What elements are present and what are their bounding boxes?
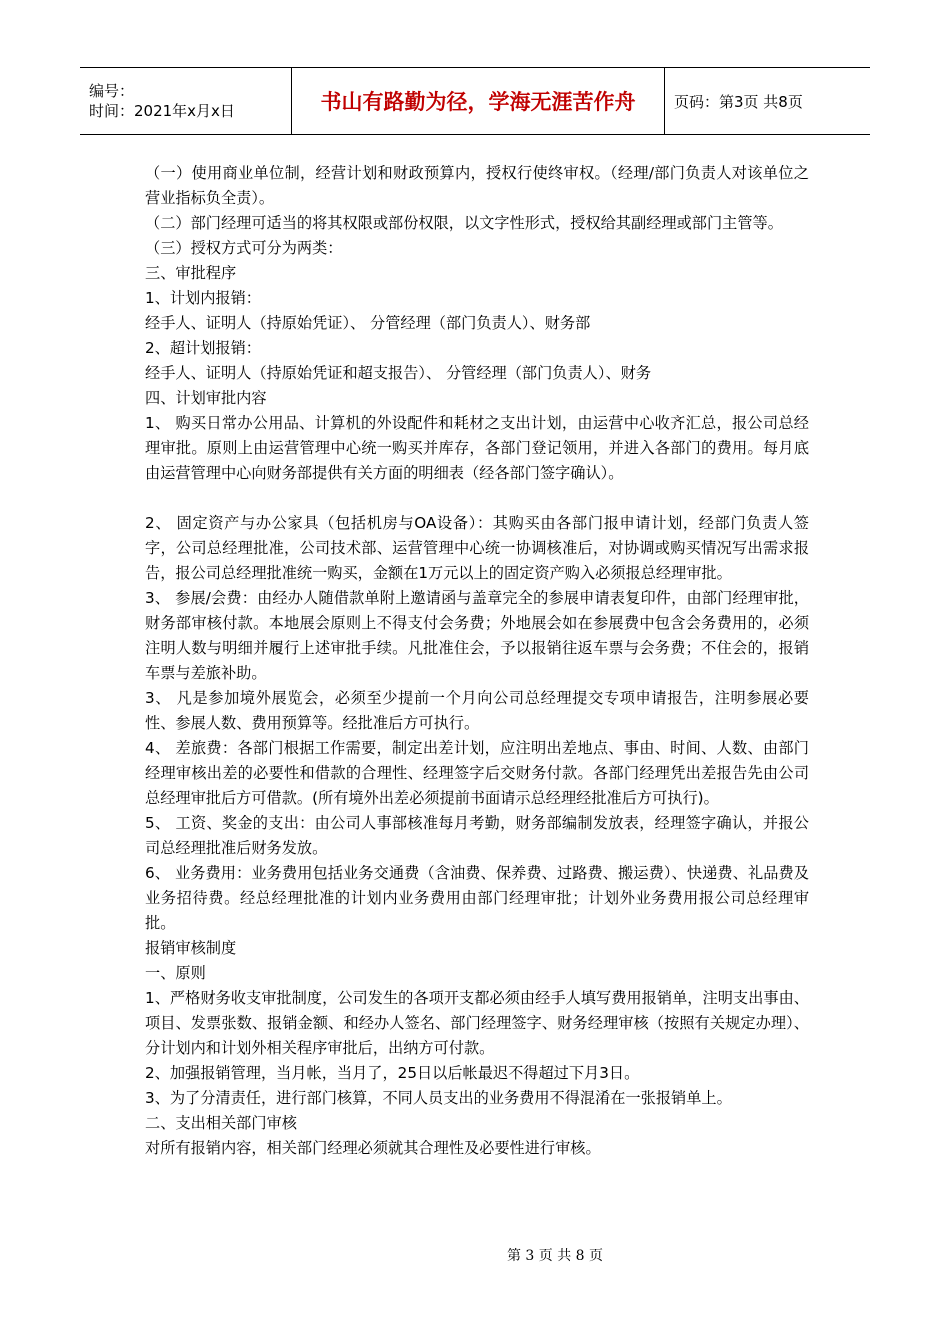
header-meta-cell xyxy=(80,68,292,135)
body-paragraph: 1、计划内报销： xyxy=(145,289,261,307)
header-motto: 书山有路勤为径，学海无涯苦作舟 xyxy=(292,68,665,135)
body-paragraph: （二）部门经理可适当的将其权限或部份权限，以文字性形式，授权给其副经理或部门主管等。 xyxy=(145,214,783,232)
body-paragraph: （三）授权方式可分为两类： xyxy=(145,239,343,257)
body-paragraph: 2、加强报销管理，当月帐，当月了，25日以后帐最迟不得超过下月3日。 xyxy=(145,1064,640,1082)
body-paragraph: 2、 固定资产与办公家具（包括机房与OA设备）：其购买由各部门报申请计划，经部门负责人签字，公司总经理批准，公司技术部、运营管理中心统一协调核准后，对协调或购买情况写出需求报告，报公司总经理批准统一购买，金额在1万元以上的固定资产购入必须报总经理审批。 xyxy=(145,514,809,582)
body-paragraph: （一）使用商业单位制，经营计划和财政预算内，授权行使终审权。（经理/部门负责人对该单位之营业指标负全责）。 xyxy=(145,164,809,207)
body-paragraph: 3、 参展/会费：由经办人随借款单附上邀请函与盖章完全的参展申请表复印件，由部门经理审批，财务部审核付款。本地展会原则上不得支付会务费；外地展会如在参展费中包含会务费用的，必须注明人数与明细并履行上述审批手续。凡批准住会，予以报销往返车票与会务费；不住会的，报销车票与差旅补助。 xyxy=(145,589,809,682)
page-footer: 第 3 页 共 8 页 xyxy=(506,1248,604,1264)
body-paragraph: 1、严格财务收支审批制度，公司发生的各项开支都必须由经手人填写费用报销单，注明支出事由、项目、发票张数、报销金额、和经办人签名、部门经理签字、财务经理审核（按照有关规定办理）、分计划内和计划外相关程序审批后，出纳方可付款。 xyxy=(145,989,809,1057)
body-paragraph: 2、超计划报销： xyxy=(145,339,261,357)
body-paragraph: 4、 差旅费：各部门根据工作需要，制定出差计划，应注明出差地点、事由、时间、人数、由部门经理审核出差的必要性和借款的合理性、经理签字后交财务付款。各部门经理凭出差报告先由公司总经理审批后方可借款。(所有境外出差必须提前书面请示总经理经批准后方可执行)。 xyxy=(145,739,809,807)
section-heading: 二、支出相关部门审核 xyxy=(145,1114,297,1132)
body-paragraph: 对所有报销内容，相关部门经理必须就其合理性及必要性进行审核。 xyxy=(145,1139,601,1157)
header-page-number: 页码：第3页 共8页 xyxy=(665,68,871,135)
document-date-label: 时间：2021年x月x日 xyxy=(89,102,235,120)
section-heading: 一、原则 xyxy=(145,964,206,982)
section-heading: 四、计划审批内容 xyxy=(145,389,267,407)
body-paragraph: 6、 业务费用：业务费用包括业务交通费（含油费、保养费、过路费、搬运费）、快递费、礼品费及业务招待费。经总经理批准的计划内业务费用由部门经理审批；计划外业务费用报公司总经理审批。 xyxy=(145,864,809,932)
document-header xyxy=(80,67,870,135)
section-heading: 报销审核制度 xyxy=(145,939,237,957)
body-paragraph: 1、 购买日常办公用品、计算机的外设配件和耗材之支出计划，由运营中心收齐汇总，报公司总经理审批。原则上由运营管理中心统一购买并库存，各部门登记领用，并进入各部门的费用。每月底由运营管理中心向财务部提供有关方面的明细表（经各部门签字确认）。 xyxy=(145,414,809,482)
blank-line xyxy=(145,486,809,511)
document-body xyxy=(145,161,809,1161)
body-paragraph: 3、为了分清责任，进行部门核算，不同人员支出的业务费用不得混淆在一张报销单上。 xyxy=(145,1089,732,1107)
document-number-label: 编号： xyxy=(89,82,135,100)
body-paragraph: 3、 凡是参加境外展览会，必须至少提前一个月向公司总经理提交专项申请报告，注明参展必要性、参展人数、费用预算等。经批准后方可执行。 xyxy=(145,689,809,732)
section-heading: 三、审批程序 xyxy=(145,264,237,282)
body-paragraph: 5、 工资、奖金的支出：由公司人事部核准每月考勤，财务部编制发放表，经理签字确认，并报公司总经理批准后财务发放。 xyxy=(145,814,809,857)
body-paragraph: 经手人、证明人（持原始凭证）、 分管经理（部门负责人）、财务部 xyxy=(145,314,591,332)
body-paragraph: 经手人、证明人（持原始凭证和超支报告）、 分管经理（部门负责人）、财务 xyxy=(145,364,652,382)
